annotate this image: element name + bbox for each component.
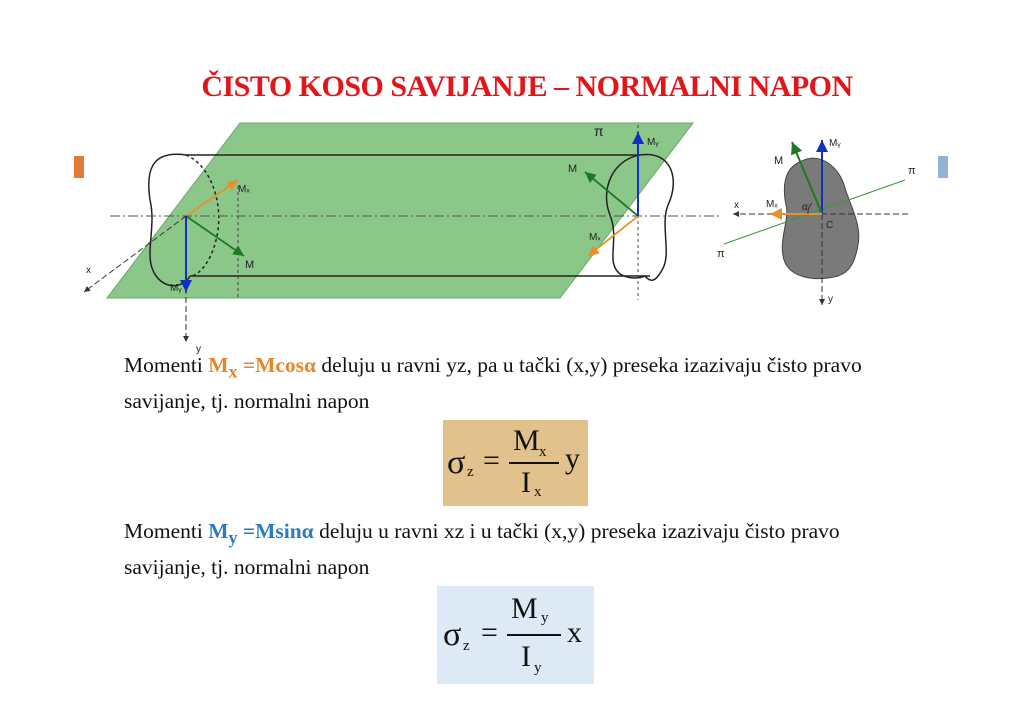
cs-my-label: Mᵧ: [829, 138, 841, 149]
right-my-label: Mᵧ: [647, 137, 659, 148]
formula1-numerator: M: [513, 424, 540, 457]
formula2-denominator-sub: y: [534, 660, 542, 676]
formula1-denominator: I: [521, 466, 531, 499]
cs-pi-bottom-label: π: [717, 248, 725, 260]
formula-sigma-y: [437, 586, 594, 684]
formula-sigma-x: [443, 420, 588, 506]
formula1-equals: =: [483, 444, 500, 477]
cs-x-label: x: [734, 200, 739, 211]
formula2-numerator-sub: y: [541, 610, 549, 626]
right-mx-label: Mₓ: [589, 232, 601, 243]
paragraph-mx: [124, 350, 924, 416]
left-my-label: Mᵧ: [170, 283, 182, 294]
mx-subscript: x: [228, 361, 238, 382]
mx-expression: =Mcosα: [237, 353, 317, 377]
my-expression: =Msinα: [237, 519, 314, 543]
cs-m-label: M: [774, 155, 784, 167]
formula2-denominator: I: [521, 640, 531, 673]
paragraph-mx-rest: deluju u ravni yz, pa u tački (x,y) preseka izazivaju čisto pravo savijanje, tj. normalni napon: [124, 353, 862, 414]
left-m-label: M: [245, 259, 255, 271]
cs-mx-label: Mₓ: [766, 199, 778, 210]
paragraph-mx-prefix: Momenti: [124, 353, 209, 377]
cs-y-label: y: [828, 294, 833, 305]
left-mx-label: Mₓ: [238, 184, 250, 195]
plane-label: π: [594, 123, 604, 139]
cross-section-shape: [782, 158, 859, 278]
formula2-fraction-line: [507, 634, 561, 636]
cs-c-label: C: [826, 220, 834, 231]
formula1-sigma: σ: [447, 444, 466, 481]
formula2-sigma: σ: [443, 616, 462, 653]
formula2-sigma-sub: z: [463, 638, 470, 654]
axis-y-label: y: [196, 344, 201, 355]
my-subscript: y: [228, 527, 238, 548]
mx-highlight: [208, 353, 317, 382]
paragraph-my-prefix: Momenti: [124, 519, 209, 543]
paragraph-my: [124, 516, 924, 582]
formula2-variable: x: [567, 616, 582, 649]
cs-pi-top-label: π: [908, 165, 916, 177]
cs-alpha-label: α: [802, 202, 808, 213]
slide-title: ČISTO KOSO SAVIJANJE – NORMALNI NAPON: [201, 70, 853, 103]
right-m-label: M: [568, 163, 578, 175]
formula1-variable: y: [565, 442, 580, 475]
my-symbol: M: [208, 519, 229, 543]
formula1-fraction-line: [509, 462, 559, 464]
formula1-numerator-sub: x: [539, 444, 547, 460]
formula2-numerator: M: [511, 592, 538, 625]
axis-x-label: x: [86, 265, 91, 276]
formula1-denominator-sub: x: [534, 484, 542, 500]
formula2-equals: =: [481, 616, 498, 649]
my-highlight: [208, 519, 314, 548]
mx-symbol: M: [208, 353, 229, 377]
paragraph-my-rest: deluju u ravni xz i u tački (x,y) preseka izazivaju čisto pravo savijanje, tj. normalni napon: [124, 519, 840, 580]
formula1-sigma-sub: z: [467, 464, 474, 480]
